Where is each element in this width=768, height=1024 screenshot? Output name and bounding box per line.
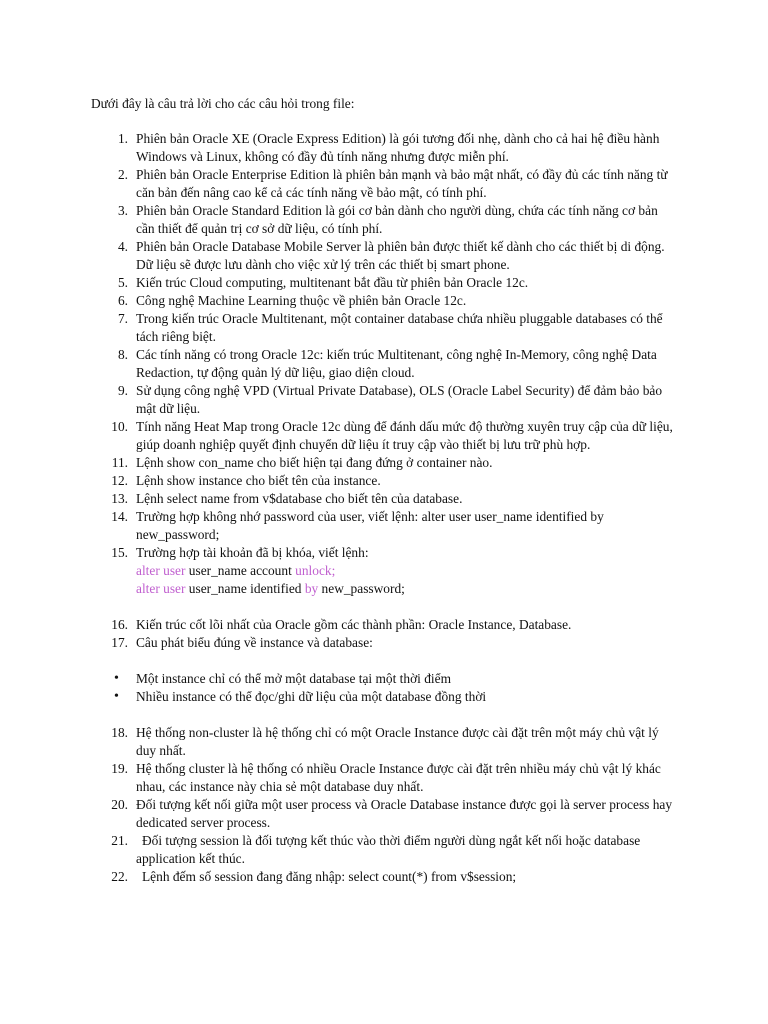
- list-item: [0, 238, 676, 274]
- bullet-item: [0, 688, 676, 706]
- bullet-list: [0, 670, 768, 706]
- answers-1-14: [0, 130, 768, 544]
- item-number: 11.: [111, 455, 128, 470]
- list-item: [0, 472, 676, 490]
- list-item: [0, 832, 676, 868]
- item-text: Trường hợp không nhớ password của user, viết lệnh: alter user user_name identified by new_password;: [136, 509, 604, 542]
- item-number: 18.: [111, 725, 128, 740]
- code-text: user_name identified: [185, 581, 305, 596]
- item-number: 4.: [117, 239, 128, 254]
- bullet-item: [0, 670, 676, 688]
- item-text: Trong kiến trúc Oracle Multitenant, một container database chứa nhiều pluggable databases có thể tách riêng biệt.: [136, 311, 663, 344]
- list-item: [0, 310, 676, 346]
- code-line-unlock: [136, 562, 676, 580]
- answers-16-17: [0, 616, 768, 652]
- item-text: Phiên bản Oracle Standard Edition là gói cơ bản dành cho người dùng, chứa các tính năng cơ bản cần thiết để quản trị cơ sở dữ liệu, có tính phí.: [136, 203, 658, 236]
- list-item: [0, 760, 676, 796]
- list-item: [0, 616, 676, 634]
- item-number: 7.: [117, 311, 128, 326]
- list-item: [0, 202, 676, 238]
- list-item: [0, 508, 676, 544]
- bullet-dot-icon: •: [114, 671, 119, 686]
- list-item: [0, 544, 676, 598]
- item-text: Lệnh đếm số session đang đăng nhập: select count(*) from v$session;: [142, 869, 517, 884]
- list-item: [0, 418, 676, 454]
- item-number: 2.: [117, 167, 128, 182]
- item-number: 19.: [111, 761, 128, 776]
- item-number: 9.: [117, 383, 128, 398]
- item-text: Lệnh show instance cho biết tên của instance.: [136, 473, 381, 488]
- code-keyword: unlock;: [295, 563, 336, 578]
- answers-18-20: [0, 724, 768, 832]
- item-text: Phiên bản Oracle Database Mobile Server là phiên bản được thiết kế dành cho các thiết bị di động. Dữ liệu sẽ được lưu dành cho việc xử lý trên các thiết bị smart phone.: [136, 239, 665, 272]
- intro-text: Dưới đây là câu trả lời cho các câu hỏi trong file:: [91, 96, 355, 111]
- spacer: [0, 598, 768, 616]
- item-text: Lệnh select name from v$database cho biết tên của database.: [136, 491, 463, 506]
- code-keyword: alter user: [136, 581, 186, 596]
- item-text: Lệnh show con_name cho biết hiện tại đang đứng ở container nào.: [136, 455, 493, 470]
- bullet-text: Một instance chỉ có thể mở một database tại một thời điểm: [136, 671, 452, 686]
- item-number: 17.: [111, 635, 128, 650]
- item-number: 21.: [111, 833, 128, 848]
- list-item: [0, 454, 676, 472]
- list-item: [0, 346, 676, 382]
- spacer: [0, 706, 768, 724]
- list-item: [0, 382, 676, 418]
- item-text: Đối tượng kết nối giữa một user process và Oracle Database instance được gọi là server process hay dedicated server process.: [136, 797, 673, 830]
- item-number: 15.: [111, 545, 128, 560]
- item-text: Kiến trúc cốt lõi nhất của Oracle gồm các thành phần: Oracle Instance, Database.: [136, 617, 572, 632]
- code-line-identified: [136, 580, 676, 598]
- item-number: 20.: [111, 797, 128, 812]
- list-item: [0, 724, 676, 760]
- item-number: 5.: [117, 275, 128, 290]
- item-text: Đối tượng session là đối tượng kết thúc vào thời điểm người dùng ngắt kết nối hoặc database application kết thúc.: [136, 833, 641, 866]
- item-text: Phiên bản Oracle Enterprise Edition là phiên bản mạnh và bảo mật nhất, có đầy đủ các tính năng từ căn bản đến nâng cao kể cả các tính năng về bảo mật, có tính phí.: [136, 167, 668, 200]
- bullet-text: Nhiều instance có thể đọc/ghi dữ liệu của một database đồng thời: [136, 689, 487, 704]
- item-number: 8.: [117, 347, 128, 362]
- list-item: [0, 130, 676, 166]
- item-number: 12.: [111, 473, 128, 488]
- spacer: [0, 652, 768, 670]
- item-number: 6.: [117, 293, 128, 308]
- list-item: [0, 796, 676, 832]
- code-text: user_name account: [185, 563, 296, 578]
- item-text: Hệ thống cluster là hệ thống có nhiều Oracle Instance được cài đặt trên nhiều máy chủ vật lý khác nhau, các instance này chia sẻ một database duy nhất.: [136, 761, 661, 794]
- item-number: 13.: [111, 491, 128, 506]
- item-text: Hệ thống non-cluster là hệ thống chỉ có một Oracle Instance được cài đặt trên một máy chủ vật lý duy nhất.: [136, 725, 659, 758]
- list-item: [0, 634, 676, 652]
- list-item: [0, 490, 676, 508]
- item-text: Tính năng Heat Map trong Oracle 12c dùng để đánh dấu mức độ thường xuyên truy cập của dữ liệu, giúp doanh nghiệp quyết định chuyển dữ liệu ít truy cập vào thiết bị lưu trữ phù hợp.: [136, 419, 673, 452]
- item-number: 16.: [111, 617, 128, 632]
- code-keyword: by: [304, 581, 319, 596]
- item-number: 14.: [111, 509, 128, 524]
- item-text: Các tính năng có trong Oracle 12c: kiến trúc Multitenant, công nghệ In-Memory, công nghệ Data Redaction, tự động quản lý dữ liệu, giao diện cloud.: [136, 347, 657, 380]
- list-item: [0, 868, 676, 886]
- list-item: [0, 274, 676, 292]
- item-number: 1.: [117, 131, 128, 146]
- bullet-dot-icon: •: [114, 689, 119, 704]
- item-text: Sử dụng công nghệ VPD (Virtual Private Database), OLS (Oracle Label Security) để đảm bảo bảo mật dữ liệu.: [136, 383, 663, 416]
- item-text: Câu phát biểu đúng về instance và database:: [136, 635, 373, 650]
- item-text: Phiên bản Oracle XE (Oracle Express Edition) là gói tương đối nhẹ, dành cho cả hai hệ điều hành Windows và Linux, không có đầy đủ tính năng nhưng được miễn phí.: [136, 131, 660, 164]
- answers-21-22: [0, 832, 768, 886]
- item-text: Kiến trúc Cloud computing, multitenant bắt đầu từ phiên bản Oracle 12c.: [136, 275, 529, 290]
- code-keyword: alter user: [136, 563, 186, 578]
- answer-list: [0, 130, 768, 886]
- item-text: Trường hợp tài khoản đã bị khóa, viết lệnh:: [136, 545, 369, 560]
- list-item: [0, 292, 676, 310]
- list-item: [0, 166, 676, 202]
- item-number: 10.: [111, 419, 128, 434]
- item-number: 22.: [111, 869, 128, 884]
- item-number: 3.: [117, 203, 128, 218]
- code-text: new_password;: [318, 581, 405, 596]
- item-text: Công nghệ Machine Learning thuộc về phiên bản Oracle 12c.: [136, 293, 467, 308]
